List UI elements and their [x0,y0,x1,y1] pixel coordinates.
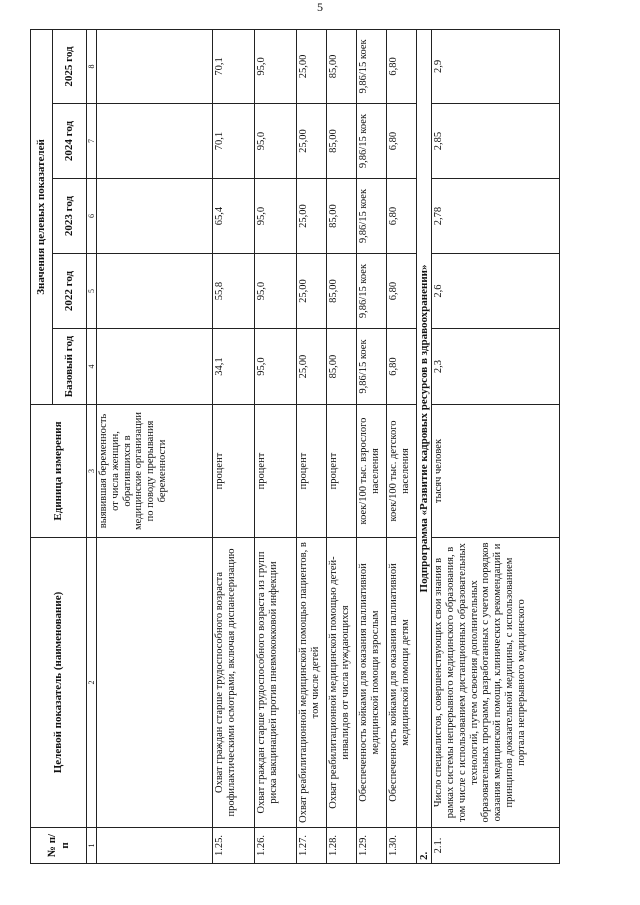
value-cell: 65,4 [213,179,255,254]
subprogram-number: 2. [417,828,432,864]
value-cell: 9,86/15 коек [357,254,387,329]
row-number: 1.29. [357,828,387,864]
value-cell: 70,1 [213,104,255,179]
header-year: 2022 год [53,254,87,329]
row-number: 1.26. [255,828,297,864]
value-cell: 6,80 [387,329,417,405]
indicator-name: Обеспеченность койками для оказания паллиативной медицинской помощи детям [387,538,417,828]
header-target-values: Значения целевых показателей [31,29,53,404]
value-cell: 2,3 [432,329,560,405]
header-indicator: Целевой показатель (наименование) [31,538,87,828]
table-row [297,29,327,863]
value-cell: 6,80 [387,179,417,254]
value-cell: 6,80 [387,29,417,103]
column-index: 4 [87,329,97,405]
unit-cell: процент [213,405,255,538]
value-cell: 25,00 [297,254,327,329]
subprogram-title: Подпрограмма «Развитие кадровых ресурсов в здравоохранении» [417,29,432,827]
row-number: 1.30. [387,828,417,864]
value-cell: 9,86/15 коек [357,104,387,179]
header-year: 2023 год [53,179,87,254]
indicator-name: Охват граждан старше трудоспособного возраста профилактическими осмотрами, включая диспансеризацию [213,538,255,828]
indicator-name: Охват реабилитационной медицинской помощью детей-инвалидов от числа нуждающихся [327,538,357,828]
indicator-name: Число специалистов, совершенствующих свои знания в рамках системы непрерывного медицинского образования, в том числе с использованием дистанционных образовательных технологий, путем освоения дополнительных образовательных программ, разработанных с учетом порядков оказания медицинской помощи, клинических рекомендаций и принципов доказательной медицины, с использованием портала непрерывного медицинского [432,538,560,828]
value-cell: 2,78 [432,179,560,254]
column-index: 1 [87,828,97,864]
column-index: 8 [87,29,97,103]
value-cell: 85,00 [327,104,357,179]
table-row [387,29,417,863]
value-cell: 95,0 [255,254,297,329]
value-cell: 70,1 [213,29,255,103]
column-index-row [87,29,97,863]
unit-cell: процент [255,405,297,538]
table-row [213,29,255,863]
value-cell: 9,86/15 коек [357,329,387,405]
unit-cell: процент [297,405,327,538]
value-cell: 95,0 [255,329,297,405]
target-indicators-table [30,29,560,864]
unit-cell: коек/100 тыс. взрослого населения [357,405,387,538]
value-cell: 25,00 [297,179,327,254]
header-year: 2024 год [53,104,87,179]
indicator-name: Охват граждан старше трудоспособного возраста из групп риска вакцинацией против пневмококковой инфекции [255,538,297,828]
column-index: 6 [87,179,97,254]
page-number: 5 [317,0,323,14]
unit-cell: коек/100 тыс. детского населения [387,405,417,538]
unit-cell: выявившая беременность от числа женщин, обратившихся в медицинские организации по поводу прерывания беременности [97,405,213,538]
value-cell: 85,00 [327,29,357,103]
indicator-name: Обеспеченность койками для оказания паллиативной медицинской помощи взрослым [357,538,387,828]
value-cell: 6,80 [387,254,417,329]
column-index: 7 [87,104,97,179]
row-number: 2.1. [432,828,560,864]
column-index: 3 [87,405,97,538]
header-base-year: Базовый год [53,329,87,405]
row-number: 1.28. [327,828,357,864]
table-row [357,29,387,863]
row-number: 1.27. [297,828,327,864]
column-index: 5 [87,254,97,329]
header-year: 2025 год [53,29,87,103]
indicator-name: Охват реабилитационной медицинской помощью пациентов, в том числе детей [297,538,327,828]
rotated-page-content [30,30,560,864]
value-cell: 6,80 [387,104,417,179]
unit-cell: тысяч человек [432,405,560,538]
header-unit: Единица измерения [31,405,87,538]
value-cell: 55,8 [213,254,255,329]
value-cell: 2,6 [432,254,560,329]
value-cell: 25,00 [297,329,327,405]
value-cell: 9,86/15 коек [357,179,387,254]
value-cell: 85,00 [327,179,357,254]
value-cell: 95,0 [255,29,297,103]
value-cell: 95,0 [255,179,297,254]
value-cell: 25,00 [297,29,327,103]
value-cell: 34,1 [213,329,255,405]
column-index: 2 [87,538,97,828]
header-num: № п/п [31,828,87,864]
table-row [255,29,297,863]
subprogram-row [417,29,432,863]
value-cell: 85,00 [327,329,357,405]
value-cell: 2,9 [432,29,560,103]
unit-cell: процент [327,405,357,538]
value-cell: 95,0 [255,104,297,179]
table-row [327,29,357,863]
value-cell: 25,00 [297,104,327,179]
row-number: 1.25. [213,828,255,864]
continuation-row [97,29,213,863]
value-cell: 2,85 [432,104,560,179]
value-cell: 85,00 [327,254,357,329]
value-cell: 9,86/15 коек [357,29,387,103]
table-row [432,29,560,863]
